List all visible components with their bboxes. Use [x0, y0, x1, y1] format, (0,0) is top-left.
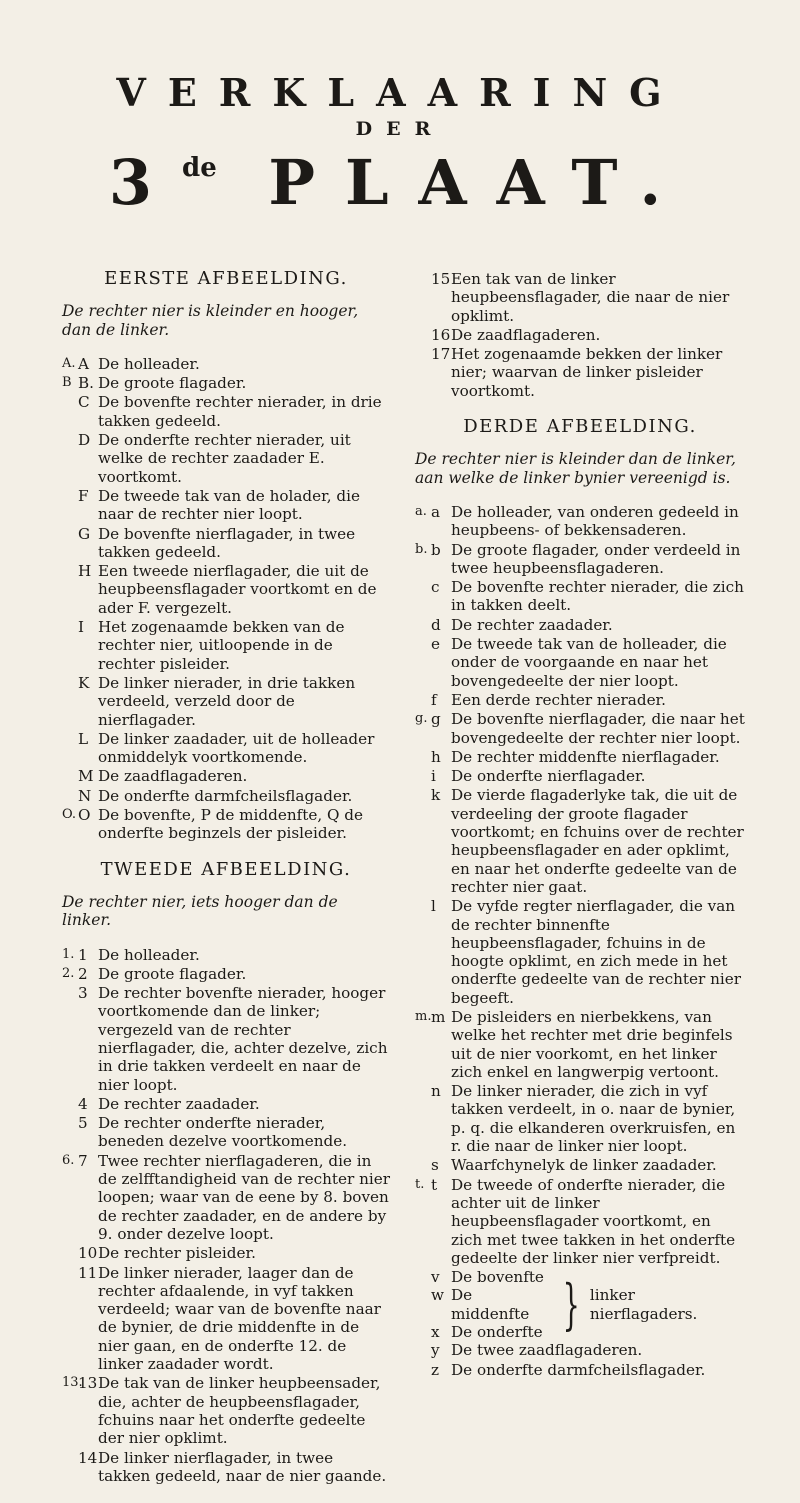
margin-marker — [62, 730, 78, 767]
section-title: TWEEDE AFBEELDING. — [100, 858, 352, 880]
item-text: Een derde rechter nierader. — [451, 690, 666, 709]
item-text: De groote flagader. — [98, 964, 247, 983]
item-text: De zaadflagaderen. — [98, 767, 248, 786]
legend-item — [415, 1156, 745, 1174]
legend-item — [62, 1264, 390, 1374]
margin-marker: m. — [415, 1008, 432, 1024]
section-derde — [415, 418, 745, 1379]
item-key: M — [78, 767, 94, 786]
legend-item — [415, 541, 745, 578]
item-text: De tak van de linker heupbeensader, die, achter de heupbeensflagader, fchuins naar het onderfte gedeelte der nier opklimt. — [98, 1374, 381, 1448]
item-key: m — [431, 1007, 446, 1026]
item-text: De rechter bovenfte nierader, hooger voortkomende dan de linker; vergezeld van de rechter nierflagader, die, achter dezelve, zich in drie takken verdeelt en naar de nier loopt. — [98, 984, 388, 1094]
legend-item — [62, 946, 390, 964]
item-text: De holleader, van onderen gedeeld in heupbeens- of bekkensaderen. — [451, 502, 739, 540]
item-text: Een tak van de linker heupbeensflagader, die naar de nier opklimt. — [451, 270, 730, 325]
legend-item — [415, 578, 745, 615]
item-key: x — [431, 1323, 440, 1342]
item-key: 13 — [78, 1374, 98, 1393]
legend-item — [62, 984, 390, 1094]
item-key: 3 — [78, 984, 88, 1003]
margin-marker — [62, 618, 78, 673]
legend-item — [431, 1323, 554, 1341]
margin-marker — [415, 767, 431, 785]
item-key: D — [78, 431, 91, 450]
legend-item — [62, 431, 390, 486]
item-text: De vierde flagaderlyke tak, die uit de verdeeling der groote flagader voortkomt; en fchuins over de rechter heupbeensflagader en ader opklimt, en naar het onderfte gedeelte van de rechter nier gaat. — [451, 786, 744, 896]
bracket-label: linker nierflagaders. — [589, 1286, 698, 1323]
item-key: k — [431, 786, 441, 805]
item-text: De linker nierader, die zich in vyf takken verdeelt, in o. naar de bynier, p. q. die elkanderen overkruisfen, en r. die naar de linker nier loopt. — [451, 1082, 736, 1156]
legend-item — [62, 1152, 390, 1243]
legend-item — [62, 393, 390, 430]
item-key: F — [78, 486, 89, 505]
item-text: De groote flagader. — [98, 374, 247, 393]
legend-item — [415, 748, 745, 766]
item-key: g — [431, 710, 441, 729]
item-key: B. — [78, 374, 94, 393]
bracket-rows — [431, 1268, 554, 1341]
item-key: y — [431, 1341, 440, 1360]
section-title: DERDE AFBEELDING. — [463, 416, 697, 438]
item-key: l — [431, 897, 436, 916]
margin-marker: 2. — [62, 965, 75, 981]
legend-item — [62, 618, 390, 673]
item-text: De onderfte darmfcheilsflagader. — [451, 1360, 706, 1379]
margin-marker: t. — [415, 1176, 425, 1192]
margin-marker — [415, 748, 431, 766]
legend-item — [415, 1341, 745, 1359]
item-key: e — [431, 635, 440, 654]
item-key: 17 — [431, 345, 451, 364]
legend-item — [431, 1268, 554, 1286]
item-key: G — [78, 524, 91, 543]
legend-item — [62, 355, 390, 373]
item-text: Waarfchynelyk de linker zaadader. — [451, 1156, 717, 1175]
item-text: De vyfde regter nierflagader, die van de rechter binnenfte heupbeensflagader, fchuins in de hoogte opklimt, en zich mede in het onderfte gedeelte van de rechter nier begeeft. — [451, 897, 742, 1007]
legend-item — [415, 345, 745, 400]
legend-item — [62, 374, 390, 392]
title-plaat — [0, 146, 800, 219]
margin-marker — [415, 1156, 431, 1174]
margin-marker — [62, 431, 78, 486]
margin-marker — [415, 326, 431, 344]
legend-item — [62, 562, 390, 617]
item-key: 1 — [78, 945, 88, 964]
margin-marker: g. — [415, 711, 428, 727]
item-key: C — [78, 393, 90, 412]
item-text: De onderfte darmfcheilsflagader. — [98, 786, 353, 805]
legend-item — [62, 806, 390, 843]
item-key: t — [431, 1175, 438, 1194]
margin-marker — [62, 984, 78, 1094]
item-key: d — [431, 615, 441, 634]
item-key: 2 — [78, 964, 88, 983]
margin-marker: 13. — [62, 1375, 83, 1391]
margin-marker: 1. — [62, 946, 75, 962]
item-key: c — [431, 578, 440, 597]
legend-item — [62, 730, 390, 767]
margin-marker — [62, 393, 78, 430]
item-text: De tweede tak van de holleader, die onder de voorgaande en naar het bovengedeelte der nier loopt. — [451, 635, 727, 690]
item-text: De onderfte — [451, 1323, 543, 1342]
section-title: EERSTE AFBEELDING. — [104, 268, 348, 289]
item-text: De rechter onderfte nierader, beneden dezelve voortkomende. — [98, 1114, 348, 1151]
item-text: De bovenfte nierflagader, die naar het bovengedeelte der rechter nier loopt. — [451, 710, 745, 747]
legend-item — [62, 525, 390, 562]
plate-word: PLAAT. — [268, 146, 692, 219]
item-key: K — [78, 673, 90, 692]
section-caption: De rechter nier is kleinder en hooger, dan de linker. — [62, 302, 359, 339]
legend-item — [62, 965, 390, 983]
bracket-group — [431, 1268, 745, 1341]
legend-item — [415, 1361, 745, 1379]
margin-marker — [62, 787, 78, 805]
item-text: De tweede of onderfte nierader, die achter uit de linker heupbeensflagader voortkomt, en zich met twee takken in het onderfte gedeelte der linker nier verfpreidt. — [451, 1175, 736, 1267]
item-key: 15 — [431, 270, 451, 288]
legend-item — [62, 1095, 390, 1113]
item-key: N — [78, 786, 92, 805]
legend-item — [415, 1082, 745, 1155]
margin-marker — [415, 897, 431, 1007]
legend-item — [415, 270, 745, 325]
margin-marker — [415, 1082, 431, 1155]
legend-item — [62, 1114, 390, 1151]
legend-item — [415, 1176, 745, 1267]
margin-marker — [62, 1449, 78, 1486]
legend-item — [62, 1374, 390, 1447]
legend-item — [415, 767, 745, 785]
item-text: De onderfte nierflagader. — [451, 767, 646, 786]
legend-item — [62, 487, 390, 524]
margin-marker — [62, 674, 78, 729]
item-text: De zaadflagaderen. — [451, 325, 601, 344]
item-text: De groote flagader, onder verdeeld in twee heupbeensflagaderen. — [451, 540, 741, 577]
item-key: 5 — [78, 1114, 88, 1133]
item-text: De onderfte rechter nierader, uit welke de rechter zaadader E. voortkomt. — [98, 431, 351, 486]
legend-item — [415, 786, 745, 896]
margin-marker — [62, 525, 78, 562]
title-verklaring: VERKLAARING — [116, 70, 684, 115]
legend-item — [415, 691, 745, 709]
plate-number-suffix: de — [182, 153, 217, 183]
section-caption: De rechter nier is kleinder dan de linker, aan welke de linker bynier vereenigd is. — [415, 450, 736, 487]
item-key: b — [431, 540, 441, 559]
item-key: w — [431, 1286, 444, 1305]
legend-item — [62, 787, 390, 805]
item-text: De linker nierader, laager dan de rechter afdaalende, in vyf takken verdeeld; waar van de bovenfte naar de bynier, de drie middenfte in de nier gaan, en de onderfte 12. de linker zaadader wordt. — [98, 1263, 381, 1374]
margin-marker — [415, 616, 431, 634]
title-der: DER — [355, 118, 445, 140]
item-key: f — [431, 690, 437, 709]
item-key: L — [78, 729, 89, 748]
item-text: De bovenfte rechter nierader, die zich in takken deelt. — [451, 578, 744, 615]
legend-item — [431, 1286, 554, 1323]
item-text: De bovenfte nierflagader, in twee takken gedeeld. — [98, 524, 356, 561]
item-text: Twee rechter nierflagaderen, die in de zelfftandigheid van de rechter nier loopen; waar van de eene by 8. boven de rechter zaadader, en de andere by 9. onder dezelve loopt. — [98, 1151, 390, 1243]
item-text: Een tweede nierflagader, die uit de heupbeensflagader voortkomt en de ader F. vergezelt. — [98, 562, 377, 617]
legend-item — [415, 503, 745, 540]
item-text: De bovenfte, P de middenfte, Q de onderfte beginzels der pisleider. — [98, 806, 363, 843]
item-key: 10 — [78, 1244, 98, 1263]
item-key: I — [78, 618, 84, 637]
item-key: A — [78, 354, 89, 373]
item-key: 7 — [78, 1151, 88, 1170]
left-column — [62, 270, 390, 1503]
item-key: v — [431, 1268, 440, 1287]
item-text: De twee zaadflagaderen. — [451, 1341, 643, 1360]
legend-item — [415, 710, 745, 747]
margin-marker — [415, 578, 431, 615]
legend-item — [62, 674, 390, 729]
item-text: De middenfte — [451, 1286, 530, 1323]
item-key: 11 — [78, 1263, 98, 1282]
item-text: De rechter zaadader. — [451, 615, 613, 634]
legend-item — [62, 1244, 390, 1262]
legend-item — [62, 767, 390, 785]
margin-marker: b. — [415, 541, 428, 557]
legend-item — [415, 616, 745, 634]
item-key: 14 — [78, 1448, 98, 1467]
item-text: De holleader. — [98, 354, 200, 373]
item-key: O — [78, 806, 91, 825]
item-text: Het zogenaamde bekken der linker nier; waarvan de linker pisleider voortkomt. — [451, 345, 723, 400]
legend-item — [415, 897, 745, 1007]
margin-marker — [62, 1264, 78, 1374]
item-key: 4 — [78, 1094, 88, 1113]
section-tweede — [62, 858, 390, 1486]
margin-marker: 6. — [62, 1152, 75, 1168]
margin-marker — [62, 562, 78, 617]
item-text: De rechter middenfte nierflagader. — [451, 747, 720, 766]
item-key: H — [78, 562, 92, 581]
margin-marker — [62, 767, 78, 785]
item-key: s — [431, 1156, 439, 1175]
legend-item — [415, 635, 745, 690]
margin-marker: A. — [62, 355, 76, 371]
plate-number: 3 — [108, 146, 183, 219]
margin-marker — [415, 1361, 431, 1379]
item-key: a — [431, 502, 441, 521]
margin-marker — [62, 1095, 78, 1113]
margin-marker — [62, 1244, 78, 1262]
margin-marker — [415, 270, 431, 325]
margin-marker: a. — [415, 503, 427, 519]
item-text: Het zogenaamde bekken van de rechter nier, uitloopende in de rechter pisleider. — [98, 618, 345, 673]
item-text: De linker nierader, in drie takken verdeeld, verzeld door de nierflagader. — [98, 673, 356, 729]
section-tweede-continued — [415, 270, 745, 400]
item-key: n — [431, 1082, 441, 1101]
item-key: h — [431, 747, 441, 766]
item-text: De linker nierflagader, in twee takken gedeeld, naar de nier gaande. — [98, 1448, 387, 1485]
item-text: De bovenfte — [451, 1268, 544, 1287]
item-key: i — [431, 767, 436, 786]
margin-marker: B — [62, 375, 72, 391]
section-caption: De rechter nier, iets hooger dan de linker. — [62, 892, 338, 930]
margin-marker — [62, 1114, 78, 1151]
item-text: De rechter pisleider. — [98, 1244, 256, 1263]
margin-marker — [415, 691, 431, 709]
margin-marker: O. — [62, 807, 77, 823]
item-text: De bovenfte rechter nierader, in drie takken gedeeld. — [98, 393, 382, 430]
margin-marker — [415, 786, 431, 896]
item-text: De holleader. — [98, 945, 200, 964]
item-text: De pisleiders en nierbekkens, van welke het rechter met drie beginfels uit de nier voorkomt, en het linker zich enkel en langwerpig vertoont. — [451, 1007, 733, 1081]
legend-item — [62, 1449, 390, 1486]
item-text: De rechter zaadader. — [98, 1094, 260, 1113]
margin-marker — [415, 635, 431, 690]
item-key: z — [431, 1360, 440, 1379]
item-text: De tweede tak van de holader, die naar de rechter nier loopt. — [98, 486, 360, 524]
brace-symbol: } — [562, 1272, 580, 1336]
margin-marker — [62, 487, 78, 524]
right-column — [415, 270, 745, 1397]
margin-marker — [415, 345, 431, 400]
item-key: 16 — [431, 325, 451, 344]
legend-item — [415, 1008, 745, 1081]
item-text: De linker zaadader, uit de holleader onmiddelyk voortkomende. — [98, 729, 375, 767]
section-eerste — [62, 270, 390, 843]
margin-marker — [415, 1341, 431, 1359]
legend-item — [415, 326, 745, 344]
